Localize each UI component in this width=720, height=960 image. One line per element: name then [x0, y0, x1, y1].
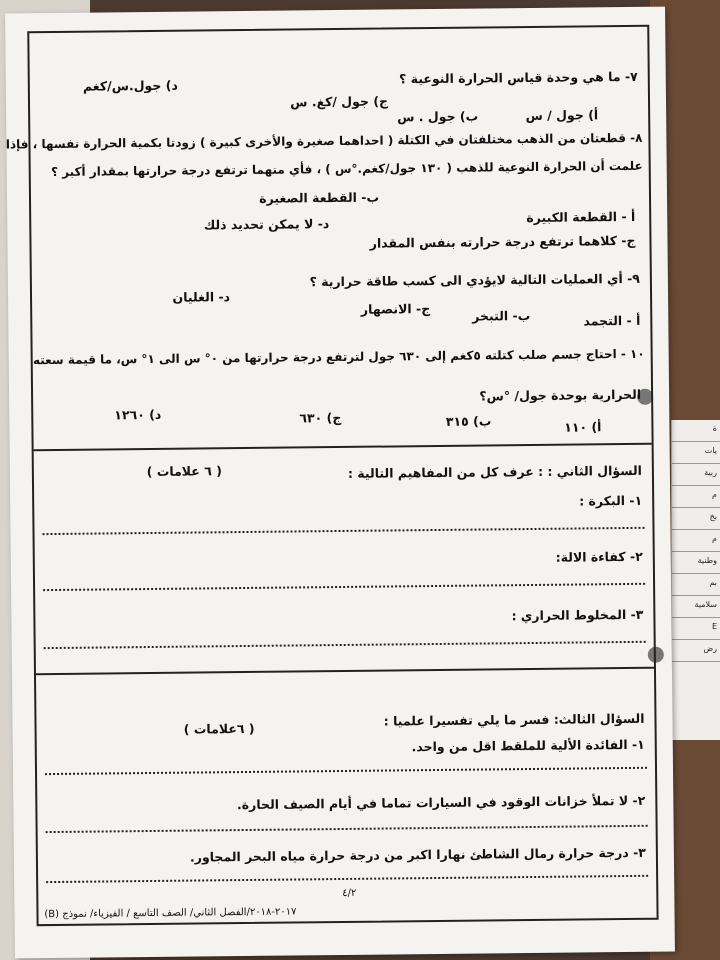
side-sheet-cell: وطنية [672, 552, 720, 574]
section3-marks: ( ٦علامات ) [183, 720, 255, 737]
q10-option-a: أ) ١١٠ [564, 419, 602, 435]
page-border [5, 25, 658, 926]
section2-item-3: ٣- المخلوط الحراري : [511, 606, 644, 624]
q7-option-b: ب) جول . س [397, 108, 479, 125]
q9-option-a: أ - التجمد [583, 312, 641, 329]
q8-line-2: علمت أن الحرارة النوعية للذهب ( ١٣٠ جول/كغم.°س ) ، فأي منهما ترتفع درجة حرارتها بمقدار أكبر ؟ [50, 158, 643, 180]
section3-title: السؤال الثالث: فسر ما يلي تفسيرا علميا : [383, 710, 645, 729]
q9-option-b: ب- التبخر [472, 307, 531, 324]
q9-question: ٩- أي العمليات التالية لايؤدي الى كسب طاقة حرارية ؟ [309, 270, 640, 290]
side-sheet-cell: ربية [672, 464, 720, 486]
answer-line [43, 527, 645, 535]
q8-option-b: ب- القطعة الصغيرة [259, 189, 380, 206]
side-paper-sheet [671, 420, 720, 740]
side-sheet-cell: يات [672, 442, 720, 464]
q10-line-2: الحرارية بوحدة جول/ °س؟ [479, 386, 642, 404]
answer-line [46, 825, 648, 833]
q8-option-d: د- لا يمكن تحديد ذلك [203, 216, 330, 233]
section2-marks: ( ٦ علامات ) [146, 463, 222, 480]
page-number: ٤/٢ [342, 887, 357, 899]
side-sheet-cell: E [672, 618, 720, 640]
side-sheet-cell: ة [672, 420, 720, 442]
footer-text: ٢٠١٧-٢٠١٨/الفصل الثاني/ الصف التاسع / الفيزياء/ نموذج (B) [44, 906, 297, 921]
section3-item-3: ٣- درجة حرارة رمال الشاطئ نهارا اكبر من درجة حرارة مياه البحر المجاور. [189, 844, 646, 865]
section2-title: السؤال الثاني : : عرف كل من المفاهيم التالية : [347, 462, 642, 481]
section3-item-1: ١- الفائدة الألية للملقط اقل من واحد. [411, 736, 645, 755]
q9-option-c: ج- الانصهار [360, 301, 431, 317]
q10-option-b: ب) ٣١٥ [445, 413, 492, 429]
q10-option-d: د) ١٢٦٠ [114, 406, 162, 423]
q9-option-d: د- الغليان [172, 289, 231, 305]
exam-page [5, 7, 675, 959]
q8-option-c: ج- كلاهما ترتفع درجة حرارته بنفس المقدار [369, 232, 636, 251]
section3-item-2: ٢- لا تملأ خزانات الوقود في السيارات تماما في أيام الصيف الحارة. [236, 792, 646, 813]
q10-line-1: ١٠ - احتاج جسم صلب كتلته ٥كغم إلى ٦٣٠ جول لترتفع درجة حرارتها من ٠° س الى ١° س، ما قيمة سعته [32, 346, 645, 368]
side-sheet-cell: بم [672, 574, 720, 596]
side-sheet-cell: م [672, 486, 720, 508]
answer-line [46, 875, 648, 883]
side-sheet-cell: بخ [672, 508, 720, 530]
q7-option-c: ج) جول /كغ. س [290, 93, 389, 110]
side-sheet-cell: م [672, 530, 720, 552]
side-sheet-cell: سلامية [672, 596, 720, 618]
answer-line [45, 767, 647, 775]
q7-question: ٧- ما هي وحدة قياس الحرارة النوعية ؟ [399, 68, 638, 87]
q7-option-a: أ) جول / س [525, 107, 599, 124]
q10-option-c: ج) ٦٣٠ [299, 409, 342, 426]
section2-item-1: ١- البكرة : [579, 492, 643, 509]
answer-line [43, 583, 645, 591]
section-divider [34, 443, 652, 451]
q8-line-1: ٨- قطعتان من الذهب مختلفتان في الكتلة ( احداهما صغيرة والأخرى كبيرة ) زودتا بكمية الحرارة نفسها ، فإذا [5, 130, 643, 152]
q8-option-a: أ - القطعة الكبيرة [526, 208, 636, 226]
section2-item-2: ٢- كفاءة الالة: [555, 548, 643, 565]
section-divider [36, 667, 654, 675]
answer-line [44, 641, 646, 649]
side-sheet-cell: رض [672, 640, 720, 662]
q7-option-d: د) جول.س/كغم [82, 77, 178, 94]
